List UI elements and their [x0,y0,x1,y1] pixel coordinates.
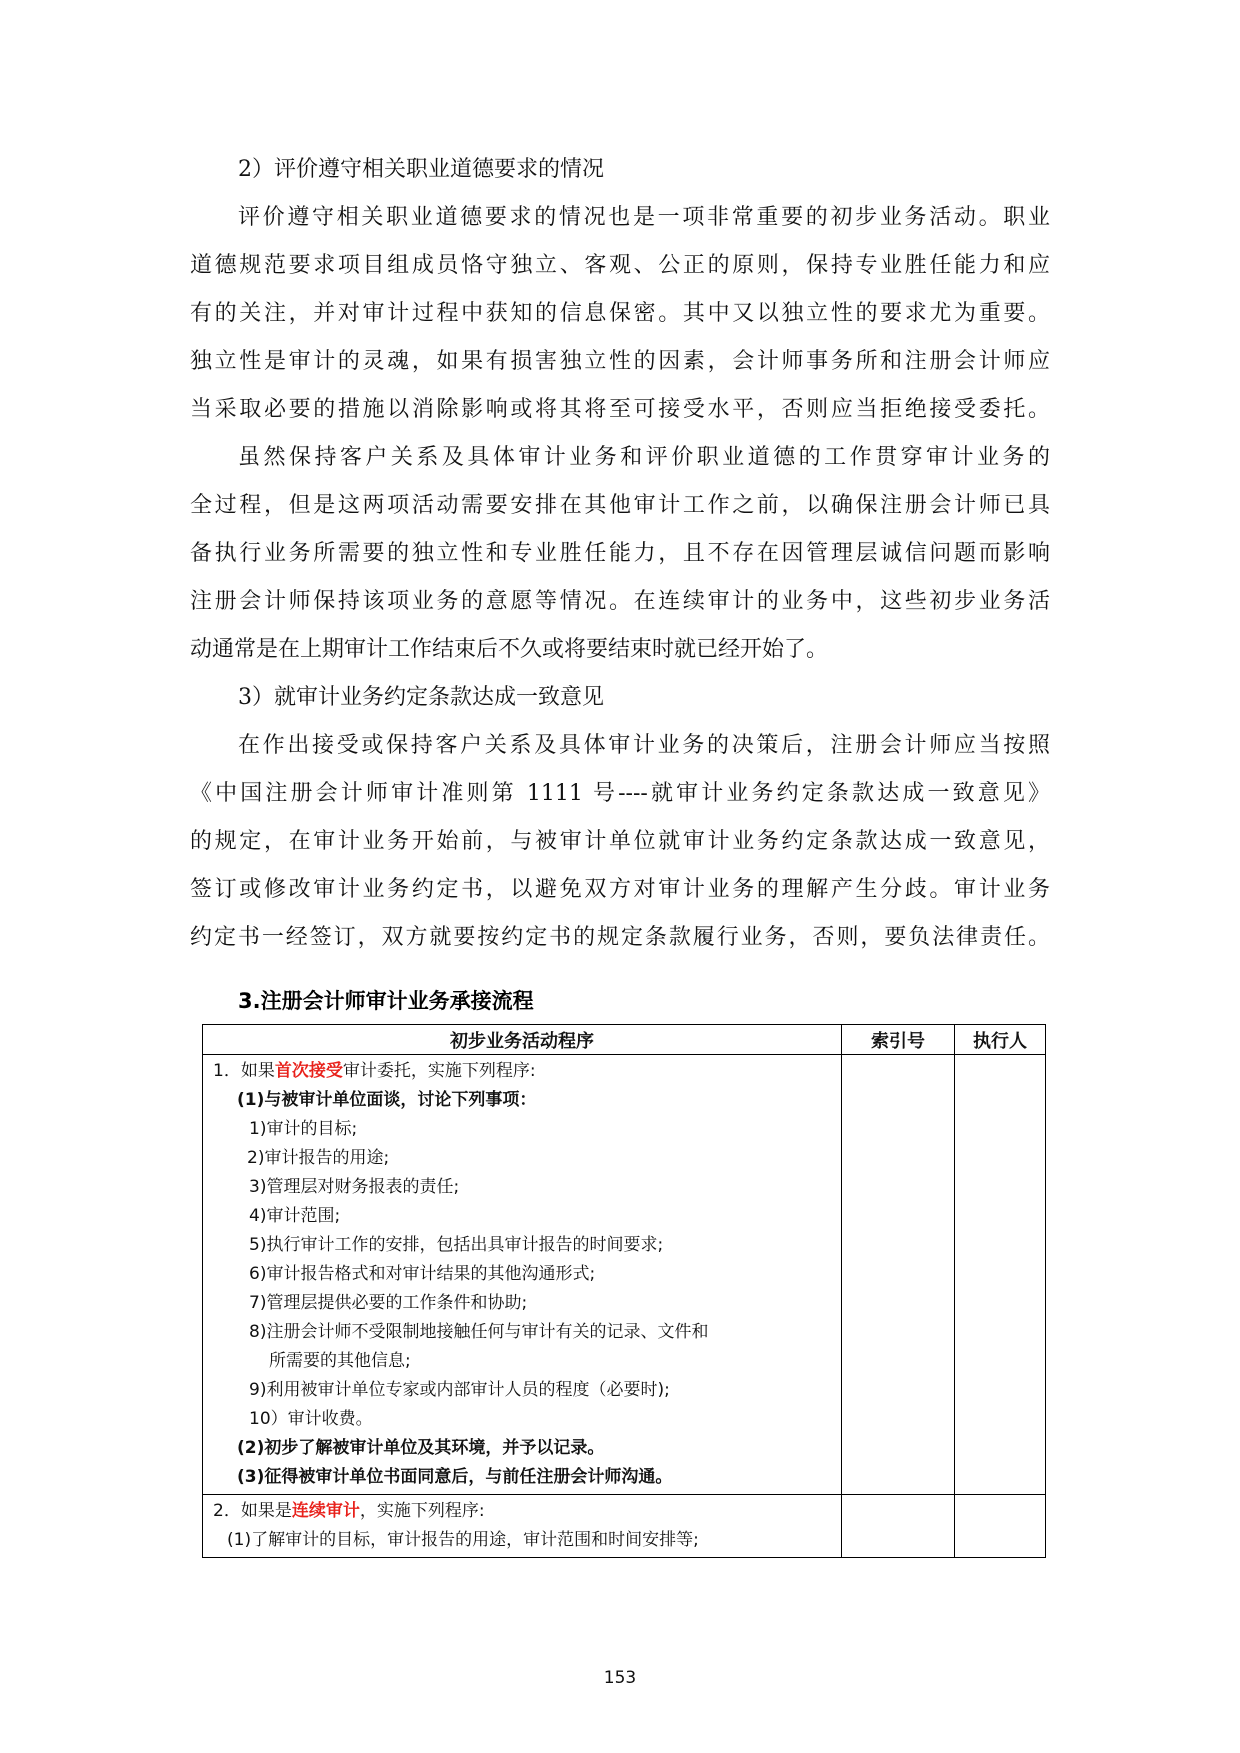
executor-cell [955,1055,1046,1495]
paragraph-line: 评价遵守相关职业道德要求的情况也是一项非常重要的初步业务活动。职业 [238,205,1050,230]
procedure-table [202,1024,1046,1558]
subheading-ethics: 2）评价遵守相关职业道德要求的情况 [238,157,604,182]
paragraph-line: 当采取必要的措施以消除影响或将其将至可接受水平，否则应当拒绝接受委托。 [190,397,1050,422]
paragraph-line: 动通常是在上期审计工作结束后不久或将要结束时就已经开始了。 [190,637,829,662]
paragraph-line: 有的关注，并对审计过程中获知的信息保密。其中又以独立性的要求尤为重要。 [190,301,1050,326]
paragraph-line: 虽然保持客户关系及具体审计业务和评价职业道德的工作贯穿审计业务的 [238,445,1050,470]
paragraph-line: 签订或修改审计业务约定书，以避免双方对审计业务的理解产生分歧。审计业务 [190,877,1050,902]
row1-prefix: 1．如果 [213,1061,275,1081]
paragraph-line: 约定书一经签订，双方就要按约定书的规定条款履行业务，否则，要负法律责任。 [190,925,1050,950]
table-row [203,1055,1046,1495]
index-number-cell [842,1495,955,1558]
paragraph-line: 注册会计师保持该项业务的意愿等情况。在连续审计的业务中，这些初步业务活 [190,589,1050,614]
paragraph-line: 道德规范要求项目组成员恪守独立、客观、公正的原则，保持专业胜任能力和应 [190,253,1050,278]
row2-prefix: 2．如果是 [213,1501,292,1521]
table-header-row [203,1025,1046,1055]
paragraph-line: 的规定，在审计业务开始前，与被审计单位就审计业务约定条款达成一致意见， [190,829,1050,854]
list-item: 3)管理层对财务报表的责任; [249,1177,460,1197]
paragraph-line: 独立性是审计的灵魂，如果有损害独立性的因素，会计师事务所和注册会计师应 [190,349,1050,374]
list-item-continuation: 所需要的其他信息; [269,1351,411,1371]
row2-intro [213,1497,837,1526]
executor-cell [955,1495,1046,1558]
subheading-engagement-terms: 3）就审计业务约定条款达成一致意见 [238,685,604,710]
index-number-cell [842,1055,955,1495]
row1-sub3: (3)征得被审计单位书面同意后，与前任注册会计师沟通。 [237,1467,673,1487]
list-item: 8)注册会计师不受限制地接触任何与审计有关的记录、文件和 [249,1322,709,1342]
procedure-cell [203,1055,842,1495]
header-index-number: 索引号 [842,1025,955,1055]
row2-sub1: (1)了解审计的目标，审计报告的用途，审计范围和时间安排等; [227,1530,699,1550]
list-item: 9)利用被审计单位专家或内部审计人员的程度（必要时); [249,1380,670,1400]
list-item: 1)审计的目标; [249,1119,358,1139]
header-executor: 执行人 [955,1025,1046,1055]
page-number: 153 [603,1668,637,1688]
paragraph-line: 备执行业务所需要的独立性和专业胜任能力，且不存在因管理层诚信问题而影响 [190,541,1050,566]
paragraph-line: 《中国注册会计师审计准则第 1111 号----就审计业务约定条款达成一致意见》 [190,781,1050,806]
list-item: 5)执行审计工作的安排，包括出具审计报告的时间要求; [249,1235,664,1255]
list-item: 2)审计报告的用途; [247,1148,390,1168]
procedure-cell [203,1495,842,1558]
header-procedure: 初步业务活动程序 [203,1025,842,1055]
highlight-first-acceptance: 首次接受 [274,1061,343,1081]
row2-suffix: ，实施下列程序: [359,1501,485,1521]
row1-sub1: (1)与被审计单位面谈，讨论下列事项： [237,1090,537,1110]
row1-intro [213,1057,837,1086]
section-title: 3.注册会计师审计业务承接流程 [238,989,534,1013]
table-row [203,1495,1046,1558]
highlight-continuing-audit: 连续审计 [291,1501,360,1521]
paragraph-line: 在作出接受或保持客户关系及具体审计业务的决策后，注册会计师应当按照 [238,733,1050,758]
row1-sub2: (2)初步了解被审计单位及其环境，并予以记录。 [237,1438,605,1458]
row1-suffix: 审计委托，实施下列程序: [342,1061,536,1081]
list-item: 7)管理层提供必要的工作条件和协助; [249,1293,528,1313]
list-item: 10）审计收费。 [249,1409,373,1429]
list-item: 6)审计报告格式和对审计结果的其他沟通形式; [249,1264,596,1284]
body-text [190,146,1050,962]
paragraph-line: 全过程，但是这两项活动需要安排在其他审计工作之前，以确保注册会计师已具 [190,493,1050,518]
list-item: 4)审计范围; [249,1206,341,1226]
